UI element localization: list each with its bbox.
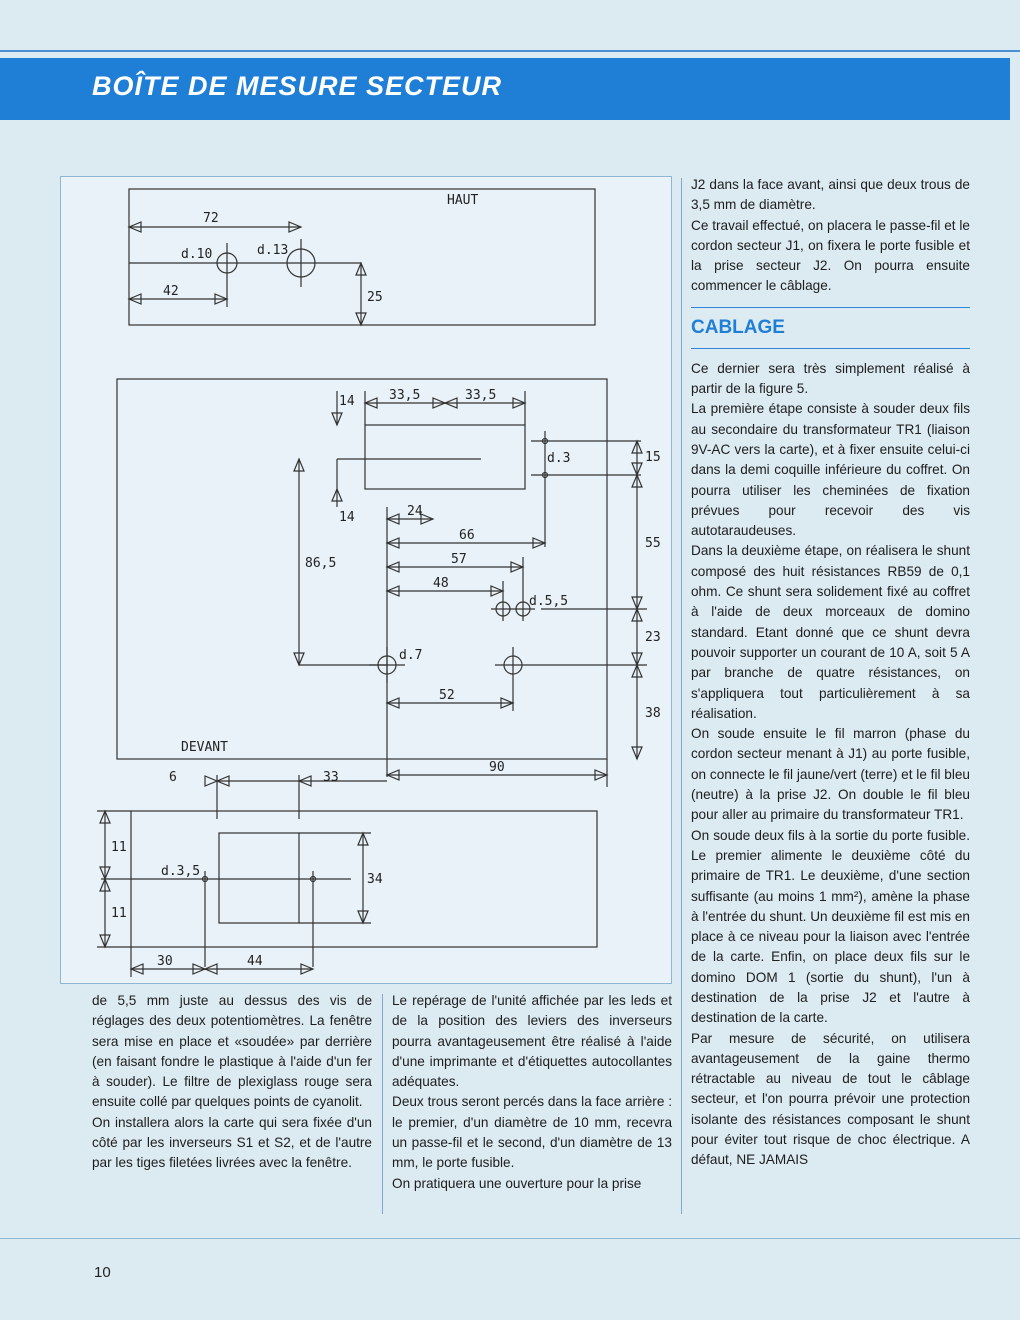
paragraph: Par mesure de sécurité, on utilisera avantageusement de la gaine thermo rétractable au niveau de tout le câblage secteur, et l'on pourra prévoir une protection isolante des résistances composant le shunt pour éviter tout risque de choc électrique. A défaut, NE JAMAIS: [691, 1030, 970, 1168]
bottom-rule: [0, 1238, 1020, 1239]
text-column-1: [92, 991, 372, 1174]
paragraph: On pratiquera une ouverture pour la prise: [392, 1175, 642, 1191]
page-title: BOÎTE DE MESURE SECTEUR: [92, 71, 503, 101]
column-rule-2: [681, 178, 682, 1214]
paragraph: de 5,5 mm juste au dessus des vis de réglages des deux potentiomètres. La fenêtre sera mise en place et «soudée» par derrière (en faisant fondre le plastique à l'aide d'un fer à souder). Le filtre de plexiglass rouge sera ensuite collé par quelques points de cyanolit.: [92, 993, 372, 1110]
dim-90: 90: [489, 760, 505, 775]
dim-23: 23: [645, 630, 661, 645]
socket-cutout: [219, 833, 299, 923]
dim-d3: d.3: [547, 451, 571, 466]
drilling-diagram-svg: [61, 177, 673, 985]
top-rule: [0, 50, 1020, 52]
dim-6: 6: [169, 770, 177, 785]
dim-hole-d13: d.13: [257, 243, 289, 258]
paragraph: Dans la deuxième étape, on réalisera le shunt composé des huit résistances RB59 de 0,1 ohm. Ce shunt sera solidement fixé au coffret à l'aide de deux morceaux de domino standard. Etant donné que ce shunt devra pouvoir supporter un courant de 10 A, soit 5 A par branche de quatre résistances, on s'appliquera tout particulièrement à sa réalisation.: [691, 543, 970, 721]
paragraph: Ce dernier sera très simplement réalisé à partir de la figure 5.: [691, 360, 970, 397]
page-number: 10: [94, 1264, 111, 1281]
paragraph: On installera alors la carte qui sera fixée d'un côté par les inverseurs S1 et S2, et de l'autre par les tiges filetées livrées avec la fenêtre.: [92, 1114, 372, 1171]
dim-11-lower: 11: [111, 906, 127, 921]
column-rule-1: [382, 994, 383, 1214]
front-panel-outline: [117, 379, 607, 759]
paragraph: Le repérage de l'unité affichée par les leds et de la position des leviers des inverseurs pourra avantageusement être réalisé à l'aide d'une imprimante et d'étiquettes autocollantes adéquates.: [392, 993, 672, 1090]
dim-66: 66: [459, 528, 475, 543]
dim-d3-5: d.3,5: [161, 864, 201, 879]
paragraph: Deux trous seront percés dans la face arrière : le premier, d'un diamètre de 10 mm, recevra un passe-fil et le second, d'un diamètre de 13 mm, le porte fusible.: [392, 1094, 672, 1171]
dim-33-5-right: 33,5: [465, 388, 497, 403]
dim-57: 57: [451, 552, 467, 567]
dim-34: 34: [367, 872, 383, 887]
dim-25: 25: [367, 290, 383, 305]
dim-d7: d.7: [399, 648, 423, 663]
paragraph: J2 dans la face avant, ainsi que deux trous de 3,5 mm de diamètre.: [691, 177, 970, 213]
drilling-diagram: [60, 176, 672, 984]
dim-14-top: 14: [339, 394, 355, 409]
dim-d5-5: d.5,5: [529, 594, 569, 609]
dim-44: 44: [247, 954, 263, 969]
dim-55: 55: [645, 536, 661, 551]
dim-hole-d10: d.10: [181, 247, 213, 262]
text-column-3: [691, 175, 970, 1171]
dim-42: 42: [163, 284, 179, 299]
label-top: HAUT: [447, 193, 479, 208]
section-heading-cablage: CABLAGE: [691, 307, 970, 349]
dim-52: 52: [439, 688, 455, 703]
dim-48: 48: [433, 576, 449, 591]
display-window-cutout: [365, 425, 525, 489]
dim-38: 38: [645, 706, 661, 721]
dim-30: 30: [157, 954, 173, 969]
label-front: DEVANT: [181, 740, 228, 755]
paragraph: La première étape consiste à souder deux fils au secondaire du transformateur TR1 (liaison 9V-AC vers la carte), et à fixer ensuite celui-ci dans la demi coquille inférieure du coffret. On pourra utiliser les cheminées de fixation prévues pour recevoir des vis autotaraudeuses.: [691, 401, 970, 539]
paragraph: On soude deux fils à la sortie du porte fusible. Le premier alimente le deuxième côté du primaire de TR1. Le deuxième, d'une section suffisante (au moins 1 mm²), amène la phase à l'entrée du shunt. Un deuxième fil est mis en place à ce niveau pour la liaison avec l'entrée de la carte. Enfin, on place deux fils sur le domino DOM 1 (sortie du shunt), l'un à destination de la prise J2 et l'autre à destination de la carte.: [691, 827, 970, 1026]
dim-86-5: 86,5: [305, 556, 337, 571]
dim-11-upper: 11: [111, 840, 127, 855]
dim-33: 33: [323, 770, 339, 785]
dim-24: 24: [407, 504, 423, 519]
paragraph: Ce travail effectué, on placera le passe-fil et le cordon secteur J1, on fixera le porte fusible et la prise secteur J2. On pourra ensuite commencer le câblage.: [691, 217, 970, 294]
dim-72: 72: [203, 211, 219, 226]
dim-15: 15: [645, 450, 661, 465]
text-column-2: [392, 991, 672, 1194]
dim-33-5-left: 33,5: [389, 388, 421, 403]
paragraph: On soude ensuite le fil marron (phase du cordon secteur menant à J1) au porte fusible, on connecte le fil jaune/vert (terre) et le fil bleu (neutre) à la prise J2. On double le fil bleu pour aller au primaire du transformateur TR1.: [691, 726, 970, 823]
header-band: [0, 58, 1010, 120]
dim-14-bottom: 14: [339, 510, 355, 525]
